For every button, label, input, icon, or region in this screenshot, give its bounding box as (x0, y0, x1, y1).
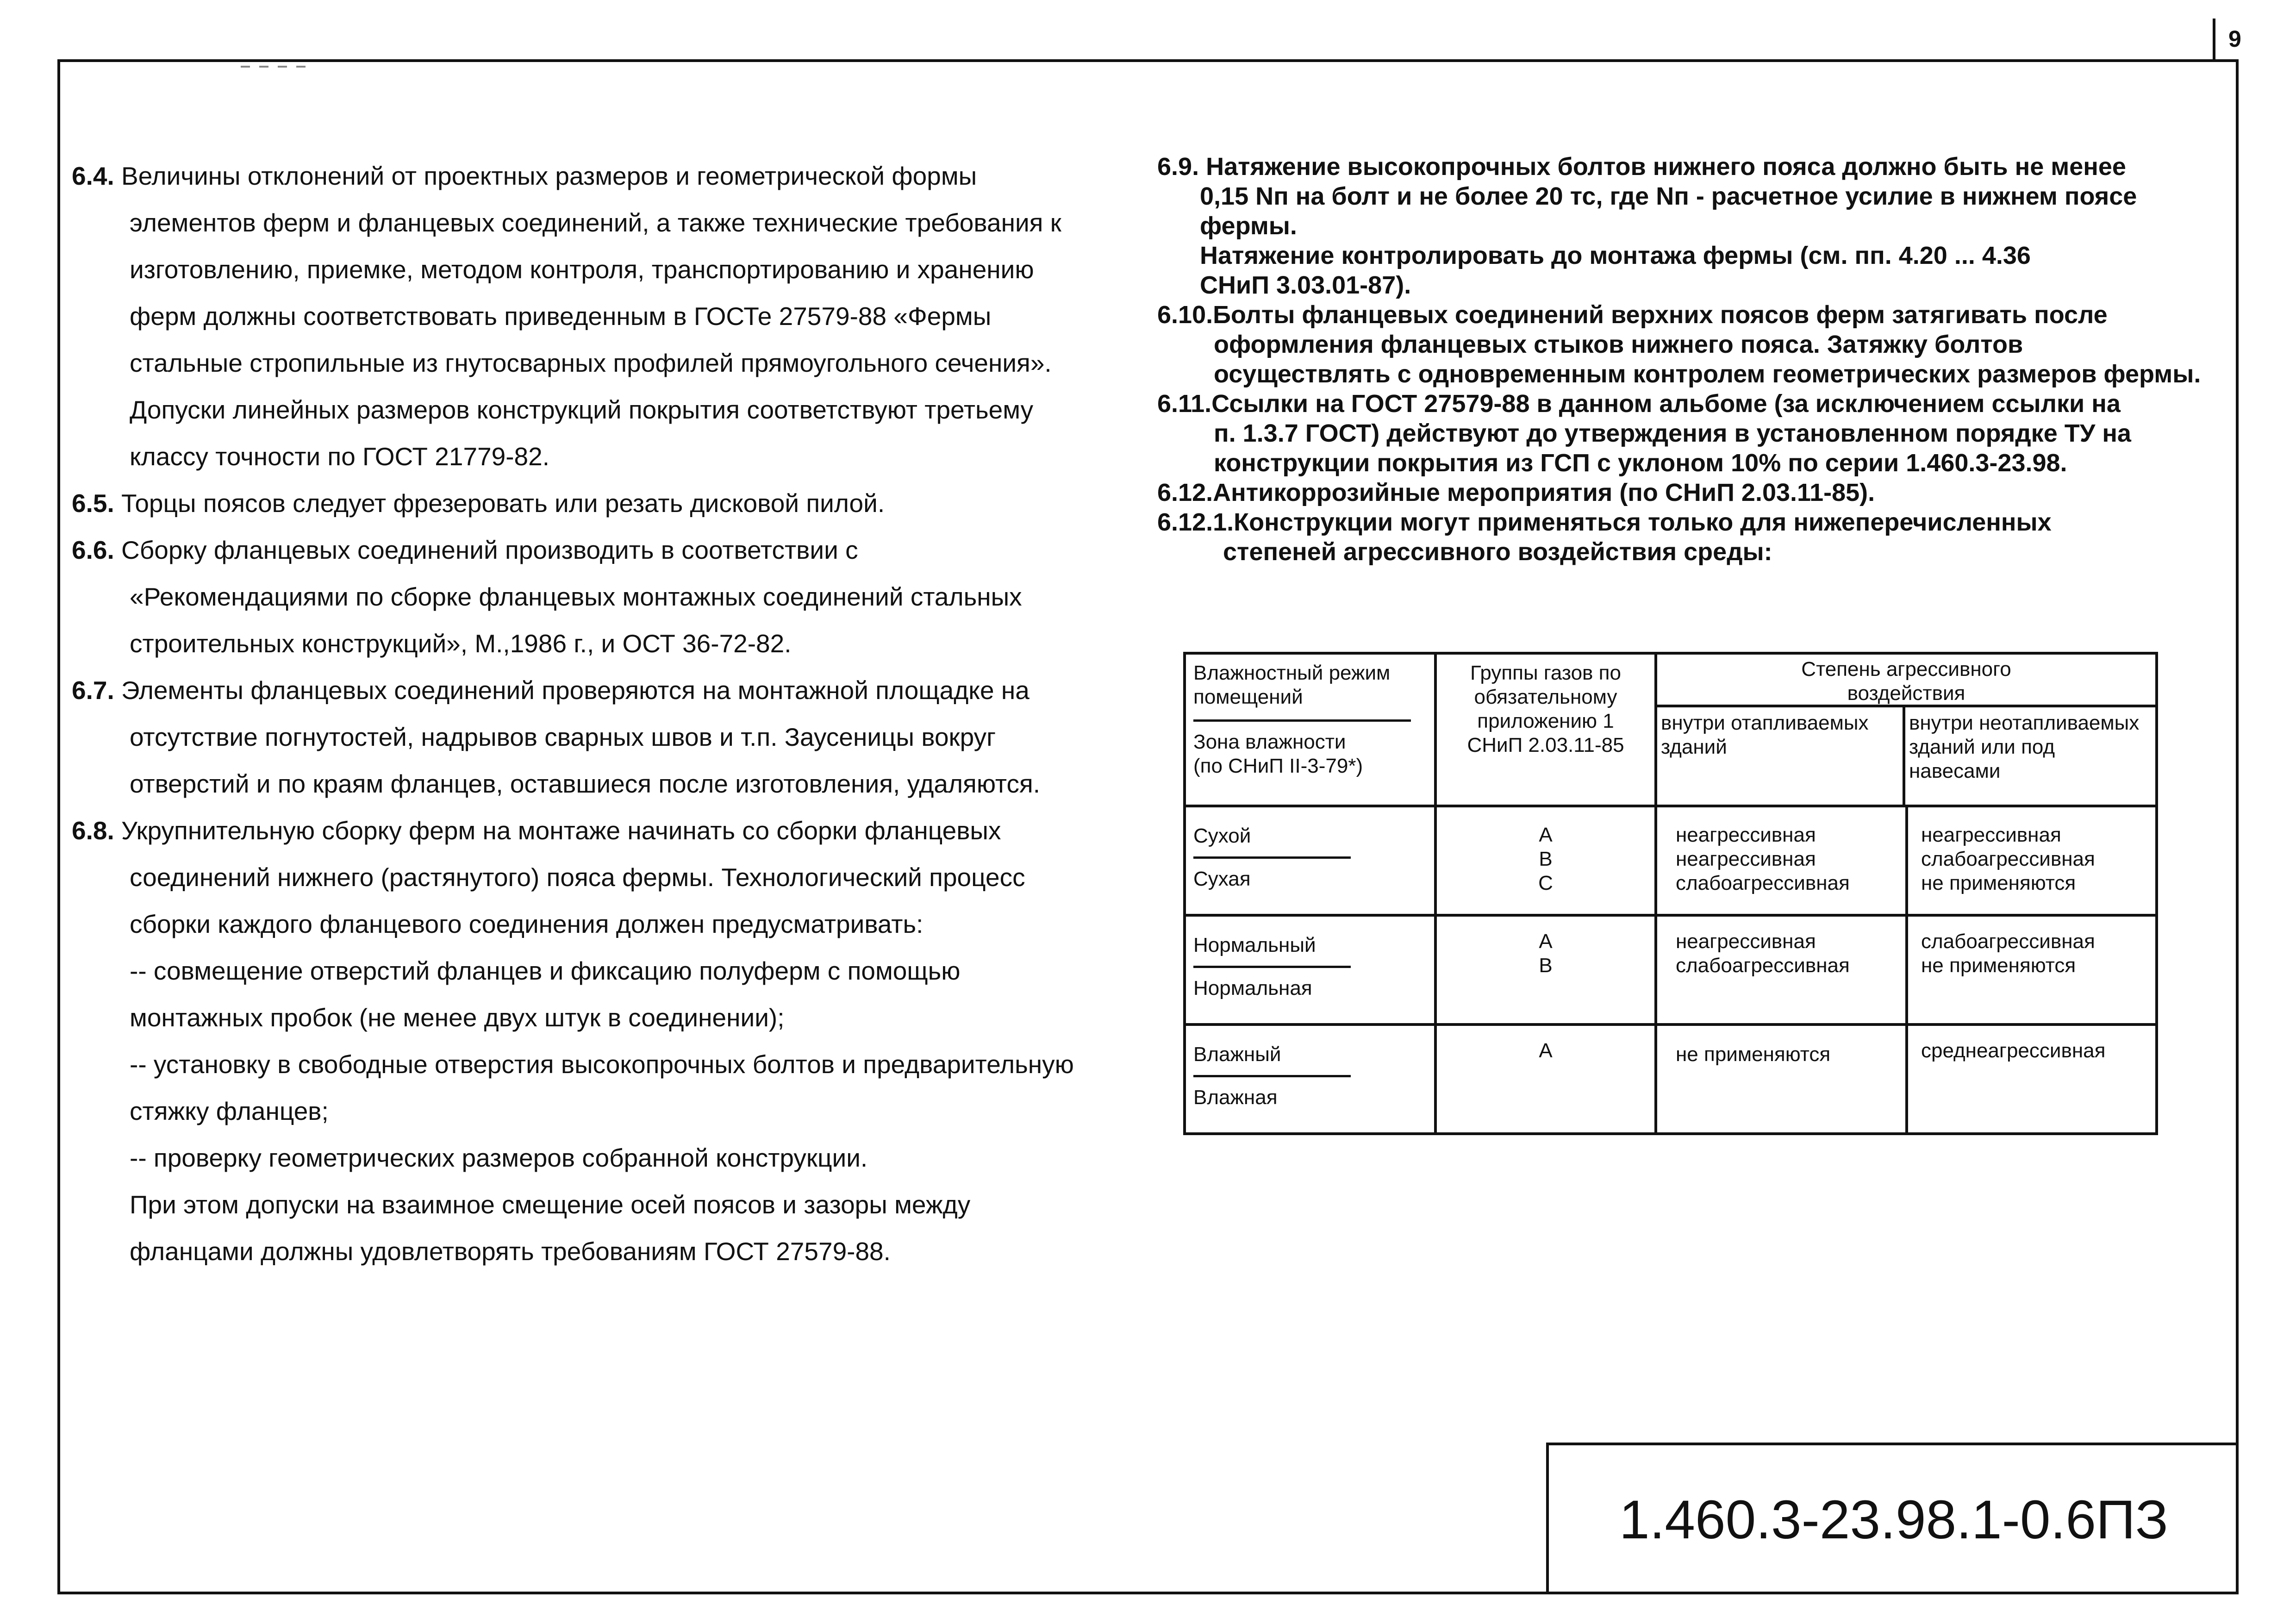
header-divider (1193, 719, 1411, 722)
text-line: -- совмещение отверстий фланцев и фиксацию полуферм с помощью (130, 956, 961, 985)
table-row (1185, 806, 2157, 915)
text-line: -- проверку геометрических размеров собранной конструкции. (130, 1143, 868, 1172)
header-heated: внутри отапливаемых зданий (1657, 707, 1905, 805)
item-6-5: 6.5. Торцы поясов следует фрезеровать или резать дисковой пилой. (72, 489, 885, 518)
gas-group-cell: А (1435, 1024, 1656, 1134)
regime-cell: Нормальный Нормальная (1185, 915, 1435, 1024)
text-line: При этом допуски на взаимное смещение осей поясов и зазоры между (130, 1190, 971, 1219)
item-6-9: 6.9. Натяжение высокопрочных болтов нижнего пояса должно быть не менее 0,15 Nп на болт и не более 20 тс, где Nп - расчетное усилие в нижнем поясе фермы. Натяжение контролировать до монтажа фермы (см. пп. 4.20 ... 4.36 СНиП 3.03.01-87). (1157, 153, 2137, 299)
text-line: стяжку фланцев; (130, 1097, 329, 1125)
heated-cell: неагрессивная неагрессивная слабоагрессивная (1656, 806, 1907, 915)
title-block-stamp (1546, 1443, 2239, 1594)
right-column (1157, 152, 2236, 567)
item-6-11: 6.11.Ссылки на ГОСТ 27579-88 в данном альбоме (за исключением ссылки на п. 1.3.7 ГОСТ) действуют до утверждения в установленном порядке ТУ на конструкции покрытия из ГСП с уклоном 10% по серии 1.460.3-23.98. (1157, 390, 2131, 477)
header-gas-groups: Группы газов по обязательному приложению 1 СНиП 2.03.11-85 (1435, 653, 1656, 806)
table-header-row (1185, 653, 2157, 806)
regime-cell: Сухой Сухая (1185, 806, 1435, 915)
gas-group-cell: А В (1435, 915, 1656, 1024)
text-line: Допуски линейных размеров конструкций покрытия соответствуют третьему (130, 395, 1034, 424)
text-line: классу точности по ГОСТ 21779-82. (130, 442, 550, 471)
text-line: «Рекомендациями по сборке фланцевых монтажных соединений стальных (130, 582, 1022, 611)
aggressiveness-table (1183, 652, 2158, 1135)
item-6-12-1: 6.12.1.Конструкции могут применяться только для нижеперечисленных степеней агрессивного воздействия среды: (1157, 508, 2052, 566)
table-row (1185, 1024, 2157, 1134)
table-row (1185, 915, 2157, 1024)
left-column (72, 153, 1146, 1275)
unheated-cell: неагрессивная слабоагрессивная не применяются (1907, 806, 2157, 915)
text-line: отверстий и по краям фланцев, оставшиеся после изготовления, удаляются. (130, 769, 1041, 798)
text-line: сборки каждого фланцевого соединения должен предусматривать: (130, 910, 923, 938)
page-number: 9 (2213, 19, 2250, 59)
text-line: соединений нижнего (растянутого) пояса фермы. Технологический процесс (130, 863, 1025, 892)
item-6-7: 6.7. Элементы фланцевых соединений проверяются на монтажной площадке на (72, 676, 1029, 705)
text-line: строительных конструкций», М.,1986 г., и ОСТ 36-72-82. (130, 629, 792, 658)
header-aggressiveness: Степень агрессивного воздействия внутри отапливаемых зданий внутри неотапливаемых зданий или под навесами (1656, 653, 2157, 806)
unheated-cell: среднеагрессивная (1907, 1024, 2157, 1134)
text-line: монтажных пробок (не менее двух штук в соединении); (130, 1003, 785, 1032)
gas-group-cell: А В С (1435, 806, 1656, 915)
text-line: изготовлению, приемке, методом контроля, транспортированию и хранению (130, 255, 1034, 284)
text-line: элементов ферм и фланцевых соединений, а также технические требования к (130, 208, 1061, 237)
item-6-4: 6.4. Величины отклонений от проектных размеров и геометрической формы (72, 162, 977, 190)
item-6-6: 6.6. Сборку фланцевых соединений производить в соответствии с (72, 536, 858, 564)
text-line: отсутствие погнутостей, надрывов сварных швов и т.п. Заусеницы вокруг (130, 723, 996, 751)
scan-mark (241, 66, 315, 68)
text-line: ферм должны соответствовать приведенным в ГОСТе 27579-88 «Фермы (130, 302, 992, 331)
item-6-8: 6.8. Укрупнительную сборку ферм на монтаже начинать со сборки фланцевых (72, 816, 1001, 845)
heated-cell: неагрессивная слабоагрессивная (1656, 915, 1907, 1024)
regime-cell: Влажный Влажная (1185, 1024, 1435, 1134)
heated-cell: не применяются (1656, 1024, 1907, 1134)
item-6-10: 6.10.Болты фланцевых соединений верхних поясов ферм затягивать после оформления фланцевых стыков нижнего пояса. Затяжку болтов осуществлять с одновременным контролем геометрических размеров фермы. (1157, 301, 2201, 388)
document-code: 1.460.3-23.98.1-0.6ПЗ (1619, 1489, 2169, 1550)
text-line: стальные стропильные из гнутосварных профилей прямоугольного сечения». (130, 349, 1052, 377)
header-regime-zone: Влажностный режим помещений Зона влажности (по СНиП II-3-79*) (1185, 653, 1435, 806)
unheated-cell: слабоагрессивная не применяются (1907, 915, 2157, 1024)
text-line: -- установку в свободные отверстия высокопрочных болтов и предварительную (130, 1050, 1074, 1079)
item-6-12: 6.12.Антикоррозийные мероприятия (по СНиП 2.03.11-85). (1157, 479, 1875, 506)
text-line: фланцами должны удовлетворять требованиям ГОСТ 27579-88. (130, 1237, 891, 1266)
header-unheated: внутри неотапливаемых зданий или под навесами (1909, 712, 2140, 782)
